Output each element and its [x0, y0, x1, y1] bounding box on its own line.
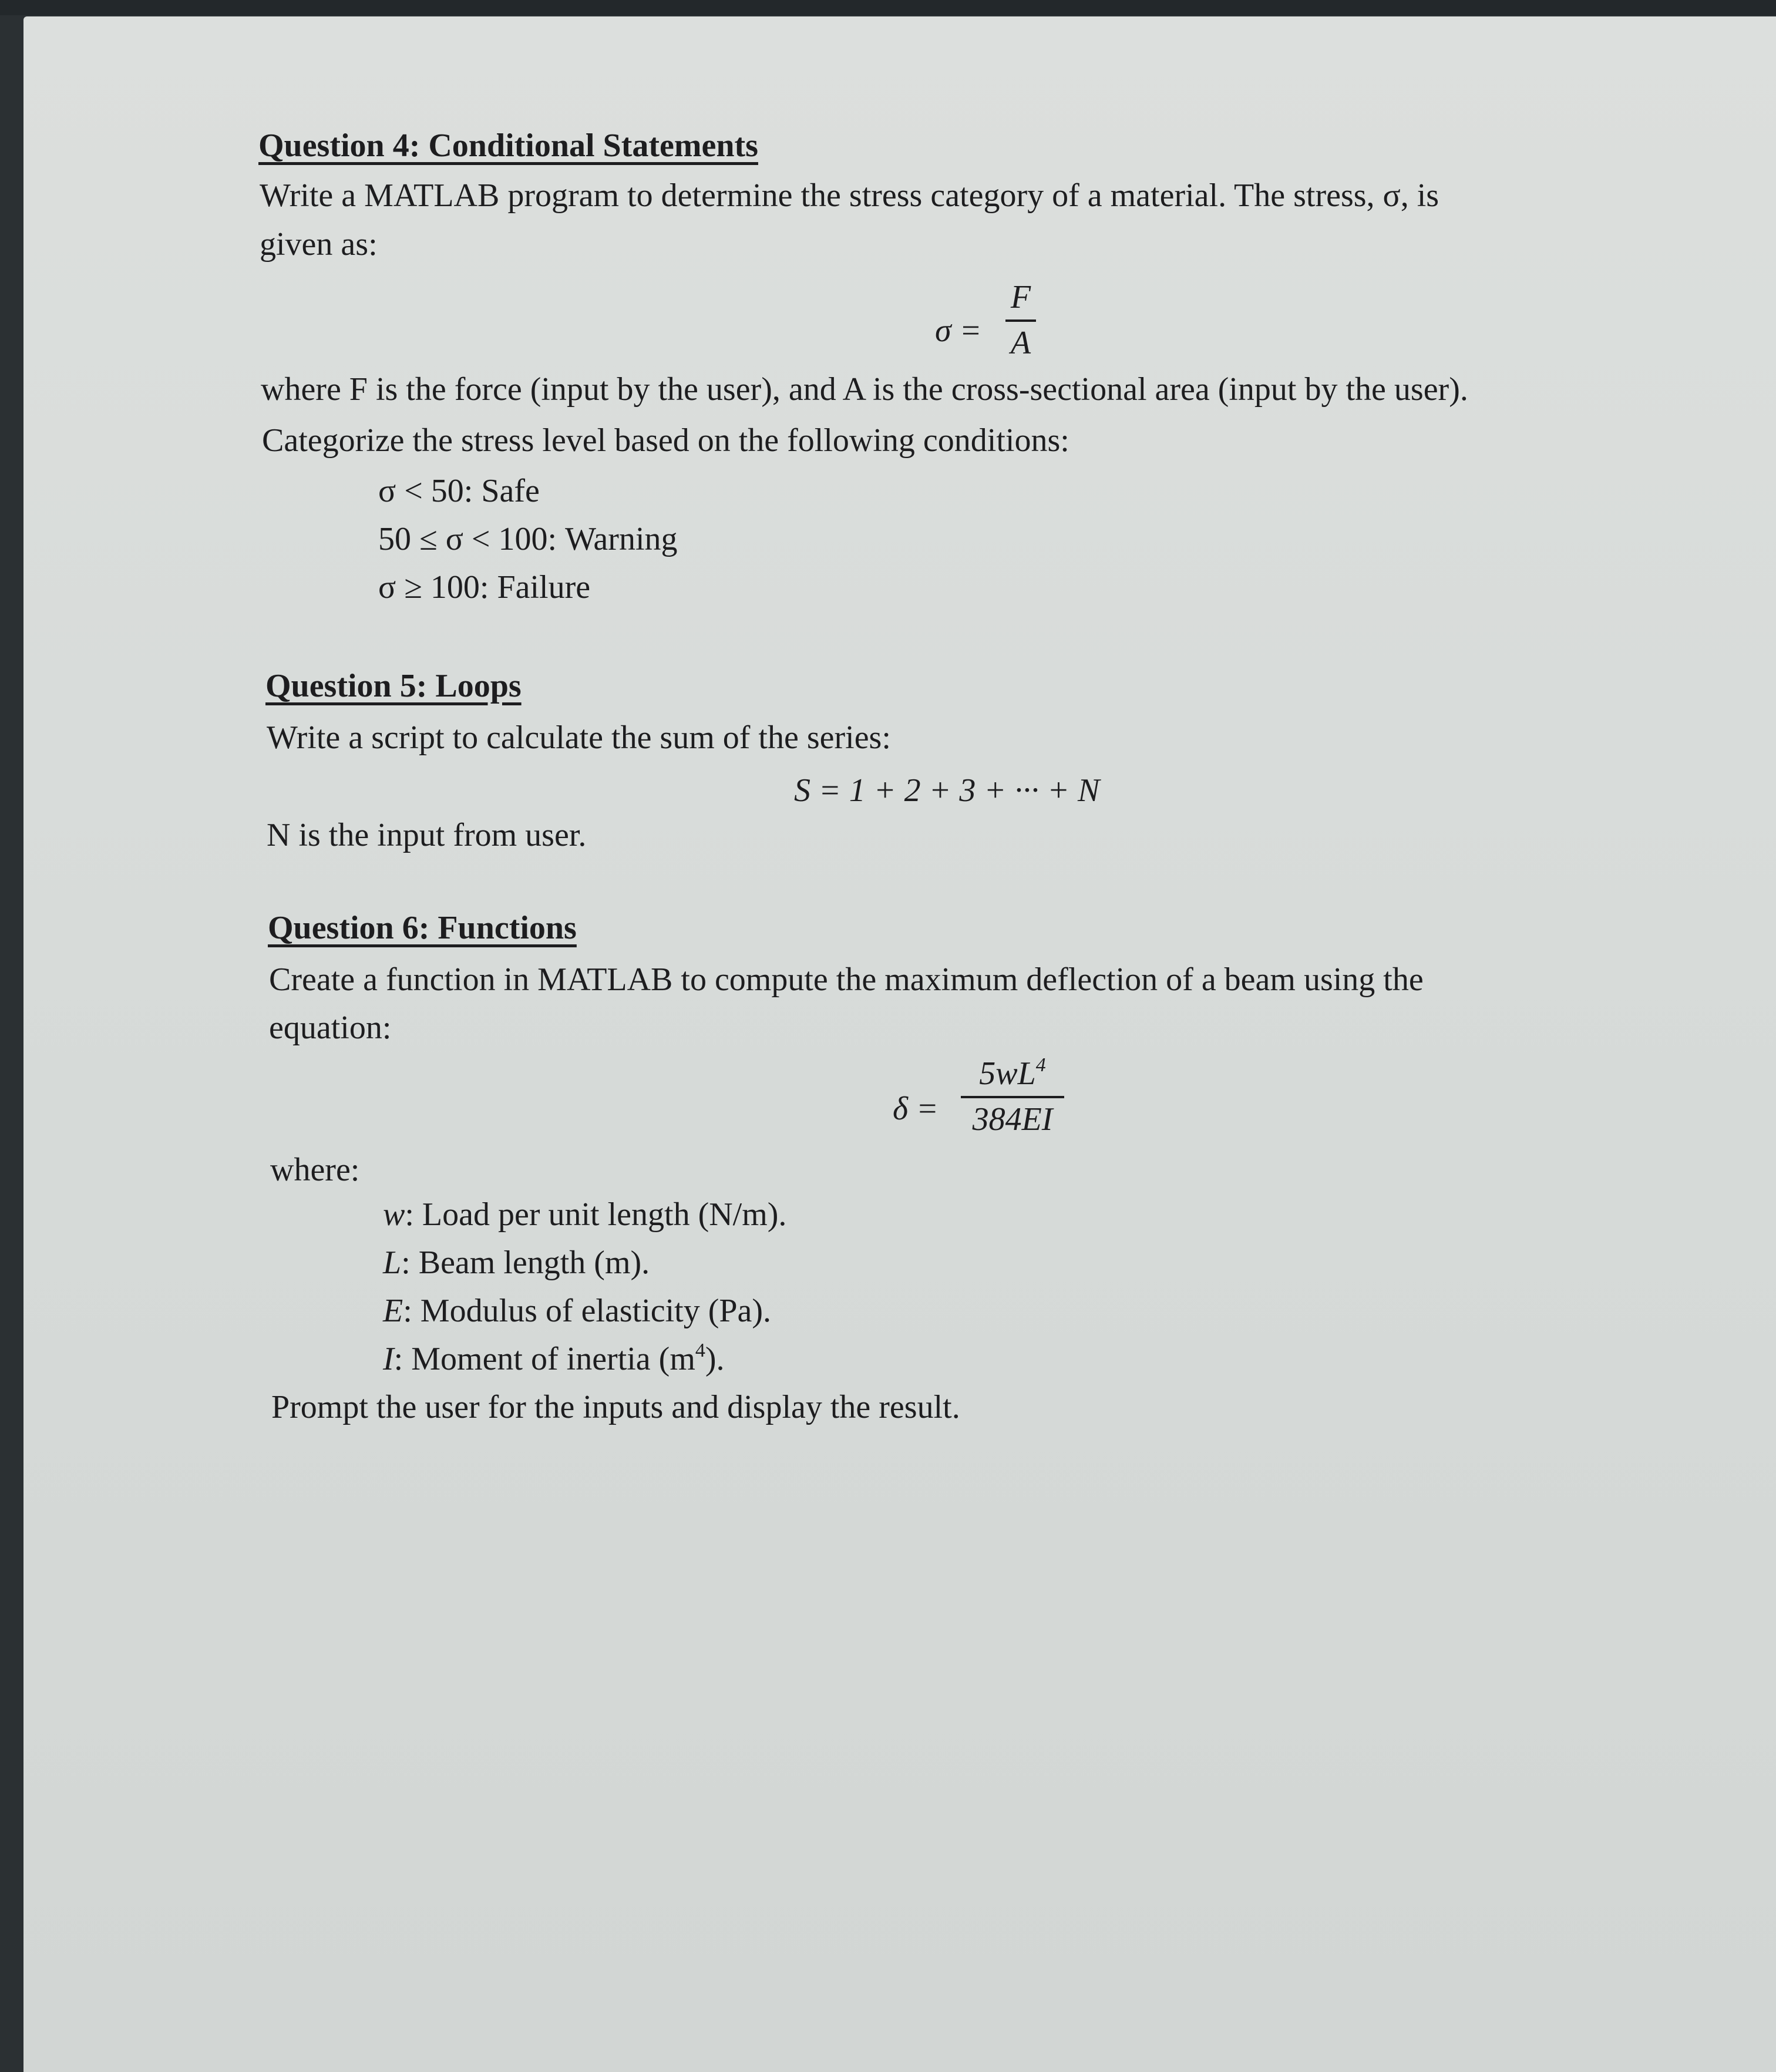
condition-failure: σ ≥ 100: Failure: [378, 569, 591, 606]
question-5-intro-line: Write a script to calculate the sum of the series:: [267, 719, 891, 756]
variable-i-description: : Moment of inertia (m: [393, 1341, 695, 1377]
question-4-intro-line-2: given as:: [260, 226, 378, 263]
variable-l-line: [383, 1246, 650, 1279]
series-equation: S = 1 + 2 + 3 + ··· + N: [794, 772, 1100, 809]
stress-equation-fraction: [1005, 281, 1036, 359]
variable-l-description: : Beam length (m).: [401, 1244, 650, 1281]
question-4-where-line: where F is the force (input by the user), and A is the cross-sectional area (input by the user).: [261, 371, 1468, 408]
variable-e-symbol: E: [383, 1293, 403, 1329]
question-4-intro-line-1: Write a MATLAB program to determine the stress category of a material. The stress, σ, is: [260, 177, 1439, 214]
question-5-heading: Question 5: Loops: [265, 668, 522, 704]
condition-warning: 50 ≤ σ < 100: Warning: [378, 521, 678, 557]
variable-i-exponent: 4: [695, 1340, 705, 1361]
question-6-where-label: where:: [270, 1152, 360, 1188]
deflection-equation-denominator: 384EI: [972, 1101, 1053, 1138]
question-4-categorize-line: Categorize the stress level based on the following conditions:: [262, 422, 1069, 459]
variable-w-line: [383, 1198, 786, 1231]
deflection-equation-lhs: δ =: [893, 1091, 939, 1127]
variable-i-tail: ).: [705, 1341, 725, 1377]
deflection-equation-fraction: [961, 1054, 1064, 1138]
stress-fraction-bar: [1005, 319, 1036, 322]
variable-e-line: [383, 1294, 771, 1327]
variable-i-symbol: I: [383, 1341, 394, 1377]
question-6-heading: Question 6: Functions: [268, 910, 577, 946]
question-6-intro-line-1: Create a function in MATLAB to compute the maximum deflection of a beam using the: [269, 961, 1424, 998]
variable-l-symbol: L: [383, 1244, 402, 1281]
stress-equation-numerator: F: [1010, 279, 1031, 315]
condition-safe: σ < 50: Safe: [378, 473, 540, 509]
deflection-equation-numerator: [979, 1054, 1046, 1092]
deflection-numerator-exponent: 4: [1035, 1054, 1046, 1076]
question-6-intro-line-2: equation:: [269, 1010, 392, 1046]
variable-w-description: : Load per unit length (N/m).: [405, 1196, 787, 1233]
variable-i-line: [383, 1340, 725, 1377]
deflection-numerator-base: 5wL: [979, 1055, 1036, 1092]
question-4-heading: Question 4: Conditional Statements: [258, 127, 758, 164]
stress-equation-denominator: A: [1010, 325, 1031, 361]
stress-equation-lhs: σ =: [935, 312, 982, 349]
variable-e-description: : Modulus of elasticity (Pa).: [403, 1293, 772, 1329]
deflection-fraction-bar: [961, 1096, 1064, 1098]
question-5-note-line: N is the input from user.: [267, 817, 587, 853]
variable-w-symbol: w: [383, 1196, 405, 1233]
question-6-prompt-line: Prompt the user for the inputs and display the result.: [271, 1389, 960, 1425]
